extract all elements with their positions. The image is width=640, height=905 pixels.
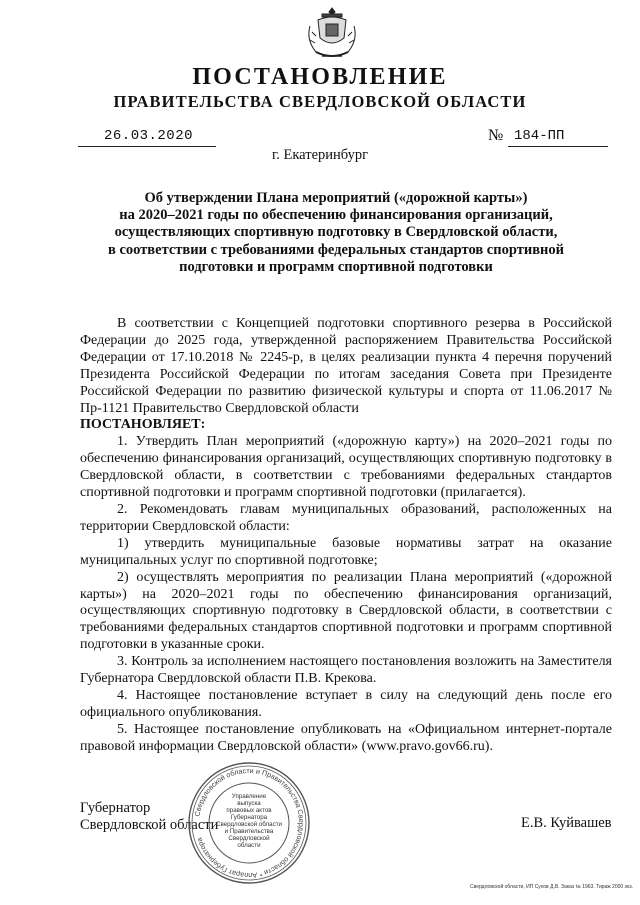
svg-text:правовых актов: правовых актов — [226, 807, 272, 814]
document-title: ПОСТАНОВЛЕНИЕ — [192, 64, 448, 90]
resolution-item: 5. Настоящее постановление опубликовать на «Официальном интернет-портале правовой информации Свердловской области» (www.pravo.gov66.ru). — [80, 721, 612, 754]
resolution-item: 3. Контроль за исполнением настоящего постановления возложить на Заместителя Губернатора Свердловской области П.В. Крекова. — [80, 654, 612, 687]
svg-text:выпуска: выпуска — [237, 800, 261, 807]
document-subtitle: ПРАВИТЕЛЬСТВА СВЕРДЛОВСКОЙ ОБЛАСТИ — [113, 92, 527, 111]
document-city: г. Екатеринбург — [271, 147, 369, 163]
document-body — [80, 316, 612, 756]
signature-position-line: Свердловской области — [80, 817, 219, 833]
svg-text:Свердловской области: Свердловской области — [215, 821, 283, 828]
heading-line: осуществляющих спортивную подготовку в Свердловской области, — [114, 224, 558, 241]
heading-line: на 2020–2021 годы по обеспечению финансирования организаций, — [119, 207, 553, 224]
print-footer: Свердловской области, ИП Сухов Д.В. Заказ № 1963. Тираж 2000 экз. — [470, 884, 634, 890]
signature-name: Е.В. Куйвашев — [521, 815, 612, 831]
svg-text:Свердловской области и Правите: Свердловской области и Правительства Свердловской области * Аппарат Губернатора — [192, 765, 307, 881]
intro-paragraph: В соответствии с Концепцией подготовки спортивного резерва в Российской Федерации до 2025 года, утвержденной распоряжением Правительства Российской Федерации от 17.10.2018 № 2245-р, в целях реализации пункта 4 перечня поручений Президента Российской Федерации по итогам заседания Совета при Президенте Российской Федерации по развитию физической культуры и спорта от 11.06.2017 № Пр-1121 Правительство Свердловской области — [80, 316, 612, 416]
svg-text:Свердловской: Свердловской — [228, 835, 270, 842]
number-label: № — [488, 127, 504, 144]
resolution-subitem: 1) утвердить муниципальные базовые нормативы затрат на оказание муниципальных услуг по спортивной подготовке; — [80, 535, 612, 568]
heading-line: в соответствии с требованиями федеральных стандартов спортивной — [107, 241, 564, 258]
heading-line: Об утверждении Плана мероприятий («дорожной карты») — [144, 190, 528, 206]
document-heading — [96, 190, 576, 276]
signature-position-line: Губернатор — [80, 800, 151, 816]
heading-line: подготовки и программ спортивной подготовки — [179, 258, 493, 275]
svg-text:и Правительства: и Правительства — [224, 828, 274, 835]
resolves-heading: ПОСТАНОВЛЯЕТ: — [80, 417, 206, 433]
document-date: 26.03.2020 — [104, 128, 194, 144]
official-stamp — [186, 760, 312, 886]
svg-text:области: области — [237, 842, 261, 849]
resolution-subitem: 2) осуществлять мероприятия по реализации Плана мероприятий («дорожной карты») на 2020–2021 годы по обеспечению финансирования организаций, осуществляющих спортивную подготовку в Свердловской области, в соответствии с требованиями федеральных стандартов спортивной подготовки и программ спортивной подготовки в указанные сроки. — [80, 569, 612, 653]
svg-text:Управление: Управление — [231, 793, 267, 800]
document-number: 184-ПП — [514, 128, 565, 144]
resolution-item: 1. Утвердить План мероприятий («дорожную карту») на 2020–2021 годы по обеспечению финансирования организаций, осуществляющих спортивную подготовку в Свердловской области, в соответствии с требованиями федеральных стандартов спортивной подготовки и программ спортивной подготовки (прилагается). — [80, 434, 612, 501]
coat-of-arms-emblem — [304, 4, 360, 64]
resolution-item: 4. Настоящее постановление вступает в силу на следующий день после его официального опубликования. — [80, 687, 612, 720]
svg-text:Губернатора: Губернатора — [230, 814, 268, 821]
resolution-item: 2. Рекомендовать главам муниципальных образований, расположенных на территории Свердловской области: — [80, 501, 612, 534]
